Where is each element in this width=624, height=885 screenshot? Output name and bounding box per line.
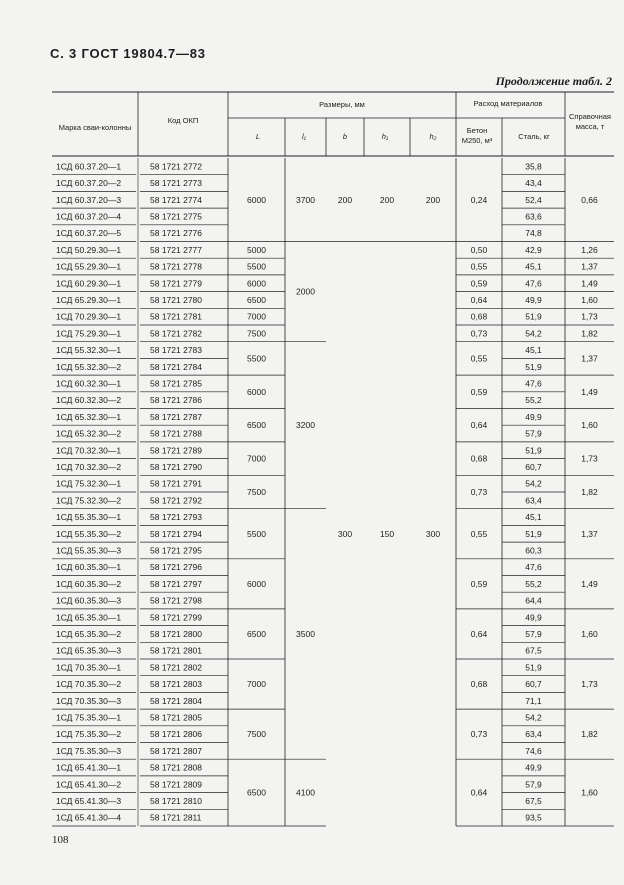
mark-cell: 1СД 65.35.30—1 — [56, 612, 122, 623]
header-h2: h₂ — [429, 132, 437, 141]
mark-cell: 1СД 65.41.30—4 — [56, 812, 122, 823]
mass-cell: 1,82 — [581, 729, 598, 740]
mass-cell: 1,60 — [581, 294, 598, 305]
mass-cell: 1,49 — [581, 578, 598, 589]
steel-cell: 64,4 — [525, 595, 542, 606]
mass-cell: 1,49 — [581, 386, 598, 397]
concrete-cell: 0,55 — [470, 353, 488, 364]
concrete-cell: 0,68 — [470, 679, 488, 690]
steel-cell: 63,6 — [525, 211, 542, 222]
mass-cell: 0,66 — [581, 194, 598, 205]
okp-cell: 58 1721 2775 — [150, 211, 202, 222]
okp-cell: 58 1721 2785 — [150, 378, 202, 389]
header-okp: Код ОКП — [167, 116, 199, 125]
concrete-cell: 0,68 — [470, 311, 488, 322]
length-L-cell: 5500 — [247, 353, 266, 364]
okp-cell: 58 1721 2796 — [150, 562, 202, 573]
mark-cell: 1СД 60.35.30—3 — [56, 595, 122, 606]
length-L-cell: 6500 — [247, 420, 266, 431]
mark-cell: 1СД 60.37.20—5 — [56, 228, 122, 239]
steel-cell: 49,9 — [525, 411, 542, 422]
mark-cell: 1СД 60.37.20—2 — [56, 178, 122, 189]
okp-cell: 58 1721 2806 — [150, 729, 202, 740]
mark-cell: 1СД 60.37.20—4 — [56, 211, 122, 222]
steel-cell: 52,4 — [525, 194, 542, 205]
steel-cell: 54,2 — [525, 478, 542, 489]
steel-cell: 49,9 — [525, 294, 542, 305]
okp-cell: 58 1721 2811 — [150, 812, 202, 823]
okp-cell: 58 1721 2797 — [150, 578, 202, 589]
length-L-cell: 7500 — [247, 729, 266, 740]
okp-cell: 58 1721 2788 — [150, 428, 202, 439]
concrete-cell: 0,64 — [470, 787, 488, 798]
steel-cell: 45,1 — [525, 512, 542, 523]
mass-cell: 1,26 — [581, 244, 598, 255]
width-b-cell: 200 — [337, 194, 353, 205]
steel-cell: 35,8 — [525, 161, 542, 172]
concrete-cell: 0,59 — [470, 278, 488, 289]
mark-cell: 1СД 60.29.30—1 — [56, 278, 122, 289]
length-L-cell: 6000 — [247, 278, 266, 289]
length-L-cell: 5500 — [247, 528, 266, 539]
steel-cell: 55,2 — [525, 578, 542, 589]
concrete-cell: 0,59 — [470, 386, 488, 397]
steel-cell: 47,6 — [525, 562, 542, 573]
steel-cell: 51,9 — [525, 311, 542, 322]
mark-cell: 1СД 70.32.30—2 — [56, 461, 122, 472]
steel-cell: 51,9 — [525, 445, 542, 456]
concrete-cell: 0,59 — [470, 578, 488, 589]
header-b: b — [342, 132, 348, 141]
page-header: С. 3 ГОСТ 19804.7—83 — [50, 46, 206, 61]
mass-cell: 1,73 — [581, 311, 598, 322]
length-L-cell: 7000 — [247, 453, 266, 464]
steel-cell: 54,2 — [525, 328, 542, 339]
concrete-cell: 0,64 — [470, 628, 488, 639]
steel-cell: 71,1 — [525, 695, 542, 706]
steel-cell: 74,8 — [525, 228, 542, 239]
length-L-cell: 7500 — [247, 328, 266, 339]
mark-cell: 1СД 65.41.30—2 — [56, 779, 122, 790]
mark-cell: 1СД 60.35.30—2 — [56, 578, 122, 589]
mark-cell: 1СД 70.29.30—1 — [56, 311, 122, 322]
length-L-cell: 7000 — [247, 679, 266, 690]
mark-cell: 1СД 60.32.30—2 — [56, 395, 122, 406]
length-L-cell: 6500 — [247, 787, 266, 798]
mark-cell: 1СД 55.32.30—1 — [56, 345, 122, 356]
steel-cell: 51,9 — [525, 662, 542, 673]
okp-cell: 58 1721 2794 — [150, 528, 202, 539]
concrete-cell: 0,68 — [470, 453, 488, 464]
mass-cell: 1,60 — [581, 787, 598, 798]
okp-cell: 58 1721 2799 — [150, 612, 202, 623]
okp-cell: 58 1721 2787 — [150, 411, 202, 422]
header-steel: Сталь, кг — [518, 132, 550, 141]
steel-cell: 63,4 — [525, 729, 542, 740]
mass-cell: 1,82 — [581, 328, 598, 339]
steel-cell: 42,9 — [525, 244, 542, 255]
header-mass: Справочная масса, т — [568, 112, 612, 131]
header-mark: Марка сваи-колонны — [58, 123, 132, 132]
mark-cell: 1СД 55.35.30—2 — [56, 528, 122, 539]
okp-cell: 58 1721 2798 — [150, 595, 202, 606]
mark-cell: 1СД 65.32.30—2 — [56, 428, 122, 439]
length-l1-cell: 2000 — [296, 286, 315, 297]
height-h2-cell: 200 — [425, 194, 441, 205]
mark-cell: 1СД 55.35.30—3 — [56, 545, 122, 556]
okp-cell: 58 1721 2803 — [150, 679, 202, 690]
okp-cell: 58 1721 2790 — [150, 461, 202, 472]
steel-cell: 57,9 — [525, 779, 542, 790]
mass-cell: 1,37 — [581, 353, 598, 364]
okp-cell: 58 1721 2793 — [150, 512, 202, 523]
mark-cell: 1СД 75.32.30—1 — [56, 478, 122, 489]
steel-cell: 45,1 — [525, 261, 542, 272]
steel-cell: 57,9 — [525, 428, 542, 439]
concrete-cell: 0,73 — [470, 729, 488, 740]
header-h1: h₁ — [381, 132, 389, 141]
okp-cell: 58 1721 2782 — [150, 328, 202, 339]
okp-cell: 58 1721 2773 — [150, 178, 202, 189]
okp-cell: 58 1721 2772 — [150, 161, 202, 172]
mark-cell: 1СД 55.29.30—1 — [56, 261, 122, 272]
mark-cell: 1СД 65.41.30—1 — [56, 762, 122, 773]
mass-cell: 1,60 — [581, 420, 598, 431]
mark-cell: 1СД 75.32.30—2 — [56, 495, 122, 506]
okp-cell: 58 1721 2801 — [150, 645, 202, 656]
mass-cell: 1,73 — [581, 679, 598, 690]
mark-cell: 1СД 75.29.30—1 — [56, 328, 122, 339]
okp-cell: 58 1721 2784 — [150, 361, 202, 372]
length-L-cell: 6500 — [247, 294, 266, 305]
length-L-cell: 7500 — [247, 487, 266, 497]
mass-cell: 1,49 — [581, 278, 598, 289]
header-L: L — [255, 132, 261, 141]
length-l1-cell: 3200 — [296, 420, 315, 431]
steel-cell: 67,5 — [525, 795, 542, 806]
mark-cell: 1СД 65.35.30—2 — [56, 628, 122, 639]
okp-cell: 58 1721 2810 — [150, 795, 202, 806]
steel-cell: 47,6 — [525, 378, 542, 389]
mark-cell: 1СД 70.32.30—1 — [56, 445, 122, 456]
mark-cell: 1СД 60.37.20—3 — [56, 194, 122, 205]
okp-cell: 58 1721 2792 — [150, 495, 202, 506]
okp-cell: 58 1721 2791 — [150, 478, 202, 489]
height-h1-cell: 200 — [379, 194, 395, 205]
concrete-cell: 0,73 — [470, 487, 488, 497]
mark-cell: 1СД 65.41.30—3 — [56, 795, 122, 806]
mass-cell: 1,37 — [581, 261, 598, 272]
mark-cell: 1СД 55.32.30—2 — [56, 361, 122, 372]
steel-cell: 47,6 — [525, 278, 542, 289]
height-h2-cell: 300 — [425, 528, 441, 539]
length-L-cell: 6000 — [247, 386, 266, 397]
concrete-cell: 0,50 — [470, 244, 488, 255]
length-L-cell: 7000 — [247, 311, 266, 322]
length-L-cell: 6000 — [247, 194, 266, 205]
steel-cell: 67,5 — [525, 645, 542, 656]
okp-cell: 58 1721 2808 — [150, 762, 202, 773]
steel-cell: 57,9 — [525, 628, 542, 639]
okp-cell: 58 1721 2809 — [150, 779, 202, 790]
concrete-cell: 0,64 — [470, 294, 488, 305]
width-b-cell: 300 — [337, 528, 353, 539]
mark-cell: 1СД 70.35.30—2 — [56, 679, 122, 690]
steel-cell: 60,3 — [525, 545, 542, 556]
concrete-cell: 0,73 — [470, 328, 488, 339]
okp-cell: 58 1721 2780 — [150, 294, 202, 305]
continuation-label: Продолжение табл. 2 — [495, 74, 612, 88]
steel-cell: 60,7 — [525, 461, 542, 472]
mark-cell: 1СД 75.35.30—3 — [56, 745, 122, 756]
mass-cell: 1,37 — [581, 528, 598, 539]
height-h1-cell: 150 — [379, 528, 395, 539]
okp-cell: 58 1721 2781 — [150, 311, 202, 322]
concrete-cell: 0,55 — [470, 528, 488, 539]
header-dims: Размеры, мм — [319, 100, 365, 109]
steel-cell: 54,2 — [525, 712, 542, 723]
okp-cell: 58 1721 2778 — [150, 261, 202, 272]
okp-cell: 58 1721 2800 — [150, 628, 202, 639]
mark-cell: 1СД 70.35.30—3 — [56, 695, 122, 706]
mark-cell: 1СД 70.35.30—1 — [56, 662, 122, 673]
length-l1-cell: 3700 — [296, 194, 315, 205]
mark-cell: 1СД 65.35.30—3 — [56, 645, 122, 656]
concrete-cell: 0,55 — [470, 261, 488, 272]
okp-cell: 58 1721 2804 — [150, 695, 202, 706]
steel-cell: 51,9 — [525, 361, 542, 372]
header-l1: l₁ — [301, 132, 307, 141]
mass-cell: 1,60 — [581, 628, 598, 639]
okp-cell: 58 1721 2783 — [150, 345, 202, 356]
steel-cell: 49,9 — [525, 762, 542, 773]
okp-cell: 58 1721 2776 — [150, 228, 202, 239]
mark-cell: 1СД 50.29.30—1 — [56, 244, 122, 255]
okp-cell: 58 1721 2774 — [150, 194, 202, 205]
mass-cell: 1,82 — [581, 487, 598, 497]
page-number: 108 — [52, 834, 69, 846]
mark-cell: 1СД 75.35.30—1 — [56, 712, 122, 723]
okp-cell: 58 1721 2795 — [150, 545, 202, 556]
concrete-cell: 0,24 — [470, 194, 488, 205]
steel-cell: 93,5 — [525, 812, 542, 823]
length-L-cell: 6000 — [247, 578, 266, 589]
okp-cell: 58 1721 2807 — [150, 745, 202, 756]
mark-cell: 1СД 60.32.30—1 — [56, 378, 122, 389]
steel-cell: 63,4 — [525, 495, 542, 506]
okp-cell: 58 1721 2777 — [150, 244, 202, 255]
length-L-cell: 5500 — [247, 261, 266, 272]
length-l1-cell: 3500 — [296, 628, 315, 639]
mark-cell: 1СД 60.35.30—1 — [56, 562, 122, 573]
mark-cell: 1СД 65.29.30—1 — [56, 294, 122, 305]
steel-cell: 74,6 — [525, 745, 542, 756]
okp-cell: 58 1721 2779 — [150, 278, 202, 289]
mass-cell: 1,73 — [581, 453, 598, 464]
steel-cell: 55,2 — [525, 395, 542, 406]
length-l1-cell: 4100 — [296, 787, 315, 798]
okp-cell: 58 1721 2786 — [150, 395, 202, 406]
steel-cell: 43,4 — [525, 178, 542, 189]
okp-cell: 58 1721 2805 — [150, 712, 202, 723]
mark-cell: 1СД 55.35.30—1 — [56, 512, 122, 523]
mark-cell: 1СД 75.35.30—2 — [56, 729, 122, 740]
mark-cell: 1СД 60.37.20—1 — [56, 161, 122, 172]
steel-cell: 51,9 — [525, 528, 542, 539]
header-consumption: Расход материалов — [473, 99, 543, 108]
steel-cell: 60,7 — [525, 679, 542, 690]
header-beton: Бетон М250, м³ — [461, 126, 493, 145]
okp-cell: 58 1721 2802 — [150, 662, 202, 673]
mark-cell: 1СД 65.32.30—1 — [56, 411, 122, 422]
steel-cell: 49,9 — [525, 612, 542, 623]
length-L-cell: 5000 — [247, 244, 266, 255]
concrete-cell: 0,64 — [470, 420, 488, 431]
steel-cell: 45,1 — [525, 345, 542, 356]
length-L-cell: 6500 — [247, 628, 266, 639]
okp-cell: 58 1721 2789 — [150, 445, 202, 456]
